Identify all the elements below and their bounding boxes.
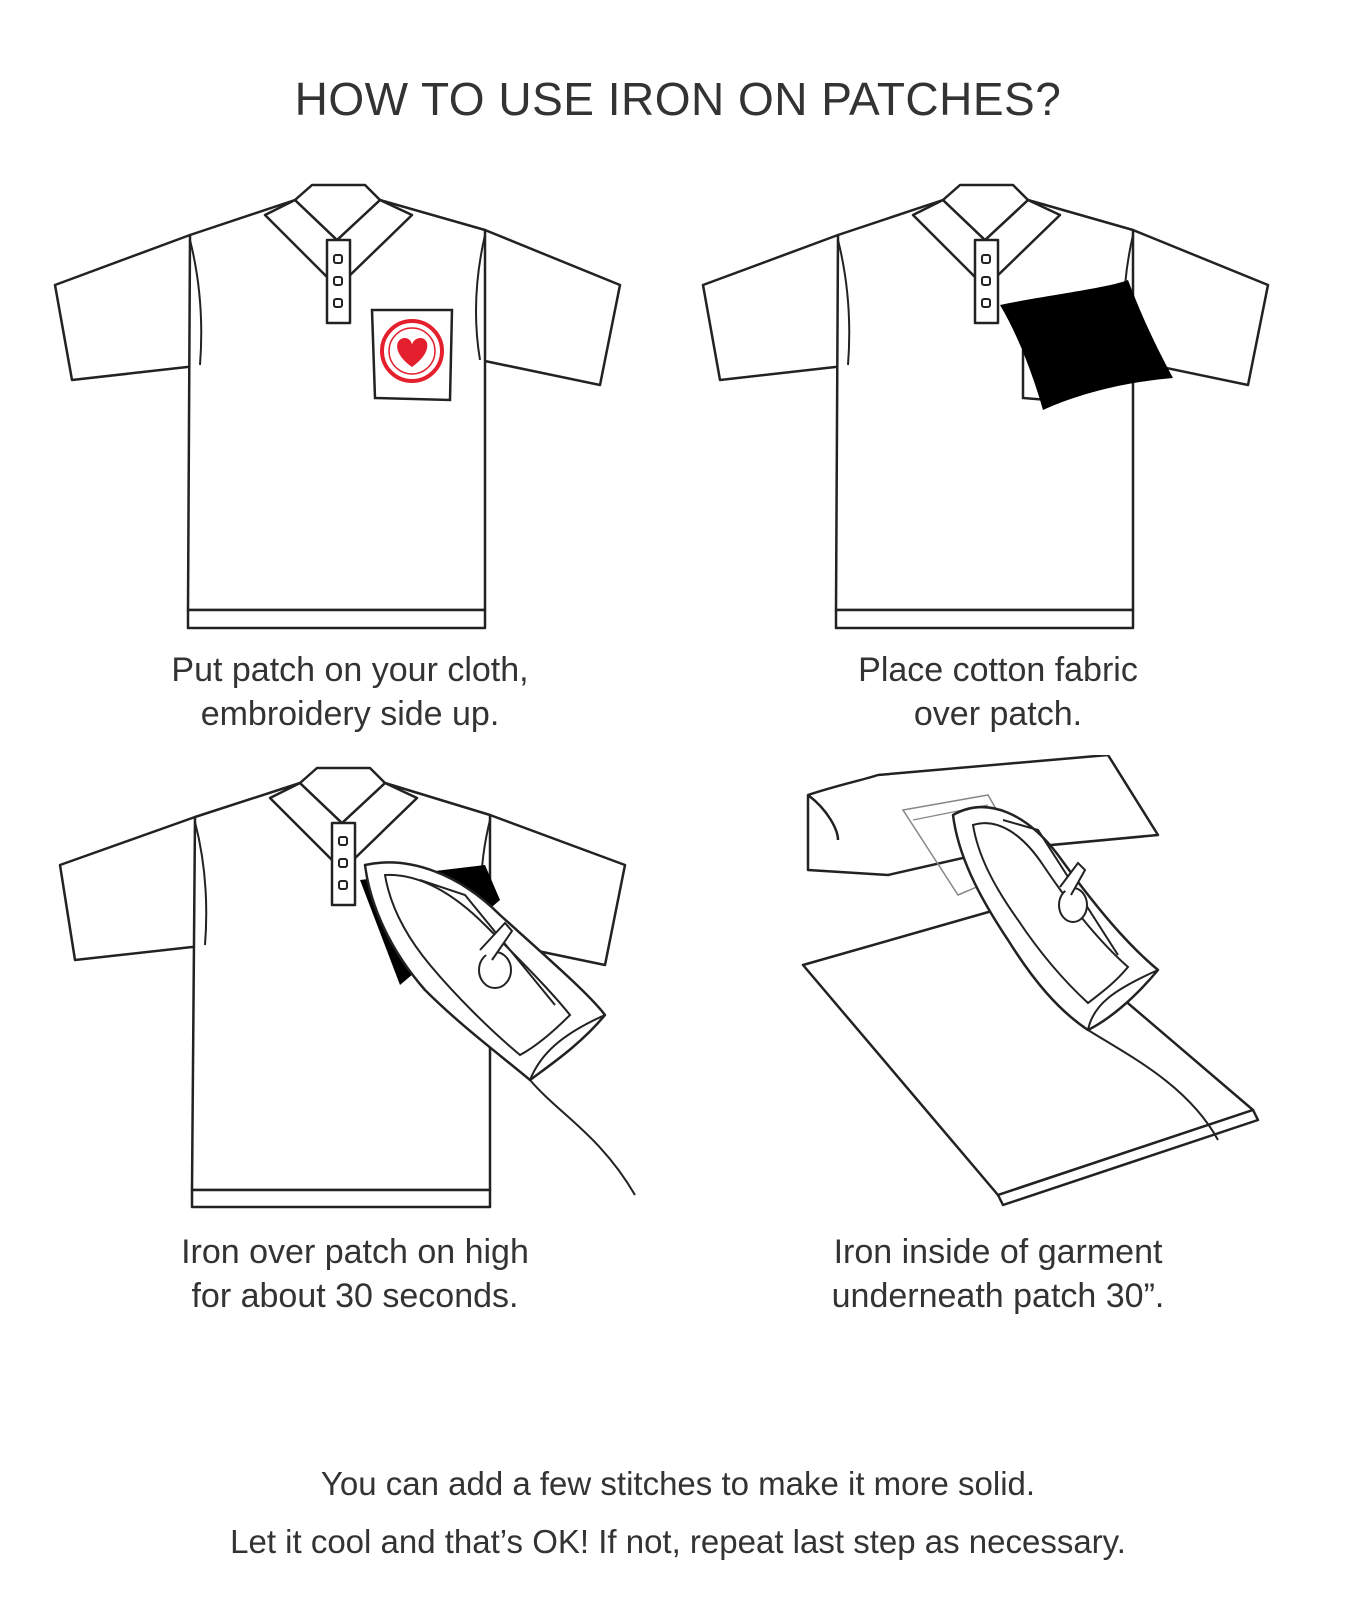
step-2-caption-line-1: Place cotton fabric [858,651,1138,689]
step-1-caption-line-1: Put patch on your cloth, [171,651,529,689]
step-3-caption [75,1230,635,1318]
polo-shirt-icon [40,755,700,1235]
garment-inside-icon [688,755,1348,1235]
polo-shirt-icon [40,170,700,650]
step-3-caption-line-2: for about 30 seconds. [191,1277,519,1315]
footer-notes [0,1455,1356,1571]
step-2-caption-line-2: over patch. [913,695,1083,733]
step-4-caption-line-2: underneath patch 30”. [831,1277,1165,1315]
footer-line-1: You can add a few stitches to make it more solid. [320,1465,1036,1502]
step-4-caption [718,1230,1278,1318]
step-2-caption [718,648,1278,736]
step-1-caption [70,648,630,736]
footer-line-2: Let it cool and that’s OK! If not, repeat last step as necessary. [230,1523,1126,1560]
step-1-caption-line-2: embroidery side up. [200,695,500,733]
page-title: HOW TO USE IRON ON PATCHES? [294,73,1062,125]
step-1-illustration [40,170,700,733]
polo-shirt-icon [688,170,1348,650]
step-3-caption-line-1: Iron over patch on high [181,1233,529,1271]
heart-patch-icon [382,321,442,381]
step-4-caption-line-1: Iron inside of garment [833,1233,1163,1271]
step-4-illustration [688,755,1348,1315]
step-3-illustration [40,755,700,1315]
step-2-illustration [688,170,1348,733]
